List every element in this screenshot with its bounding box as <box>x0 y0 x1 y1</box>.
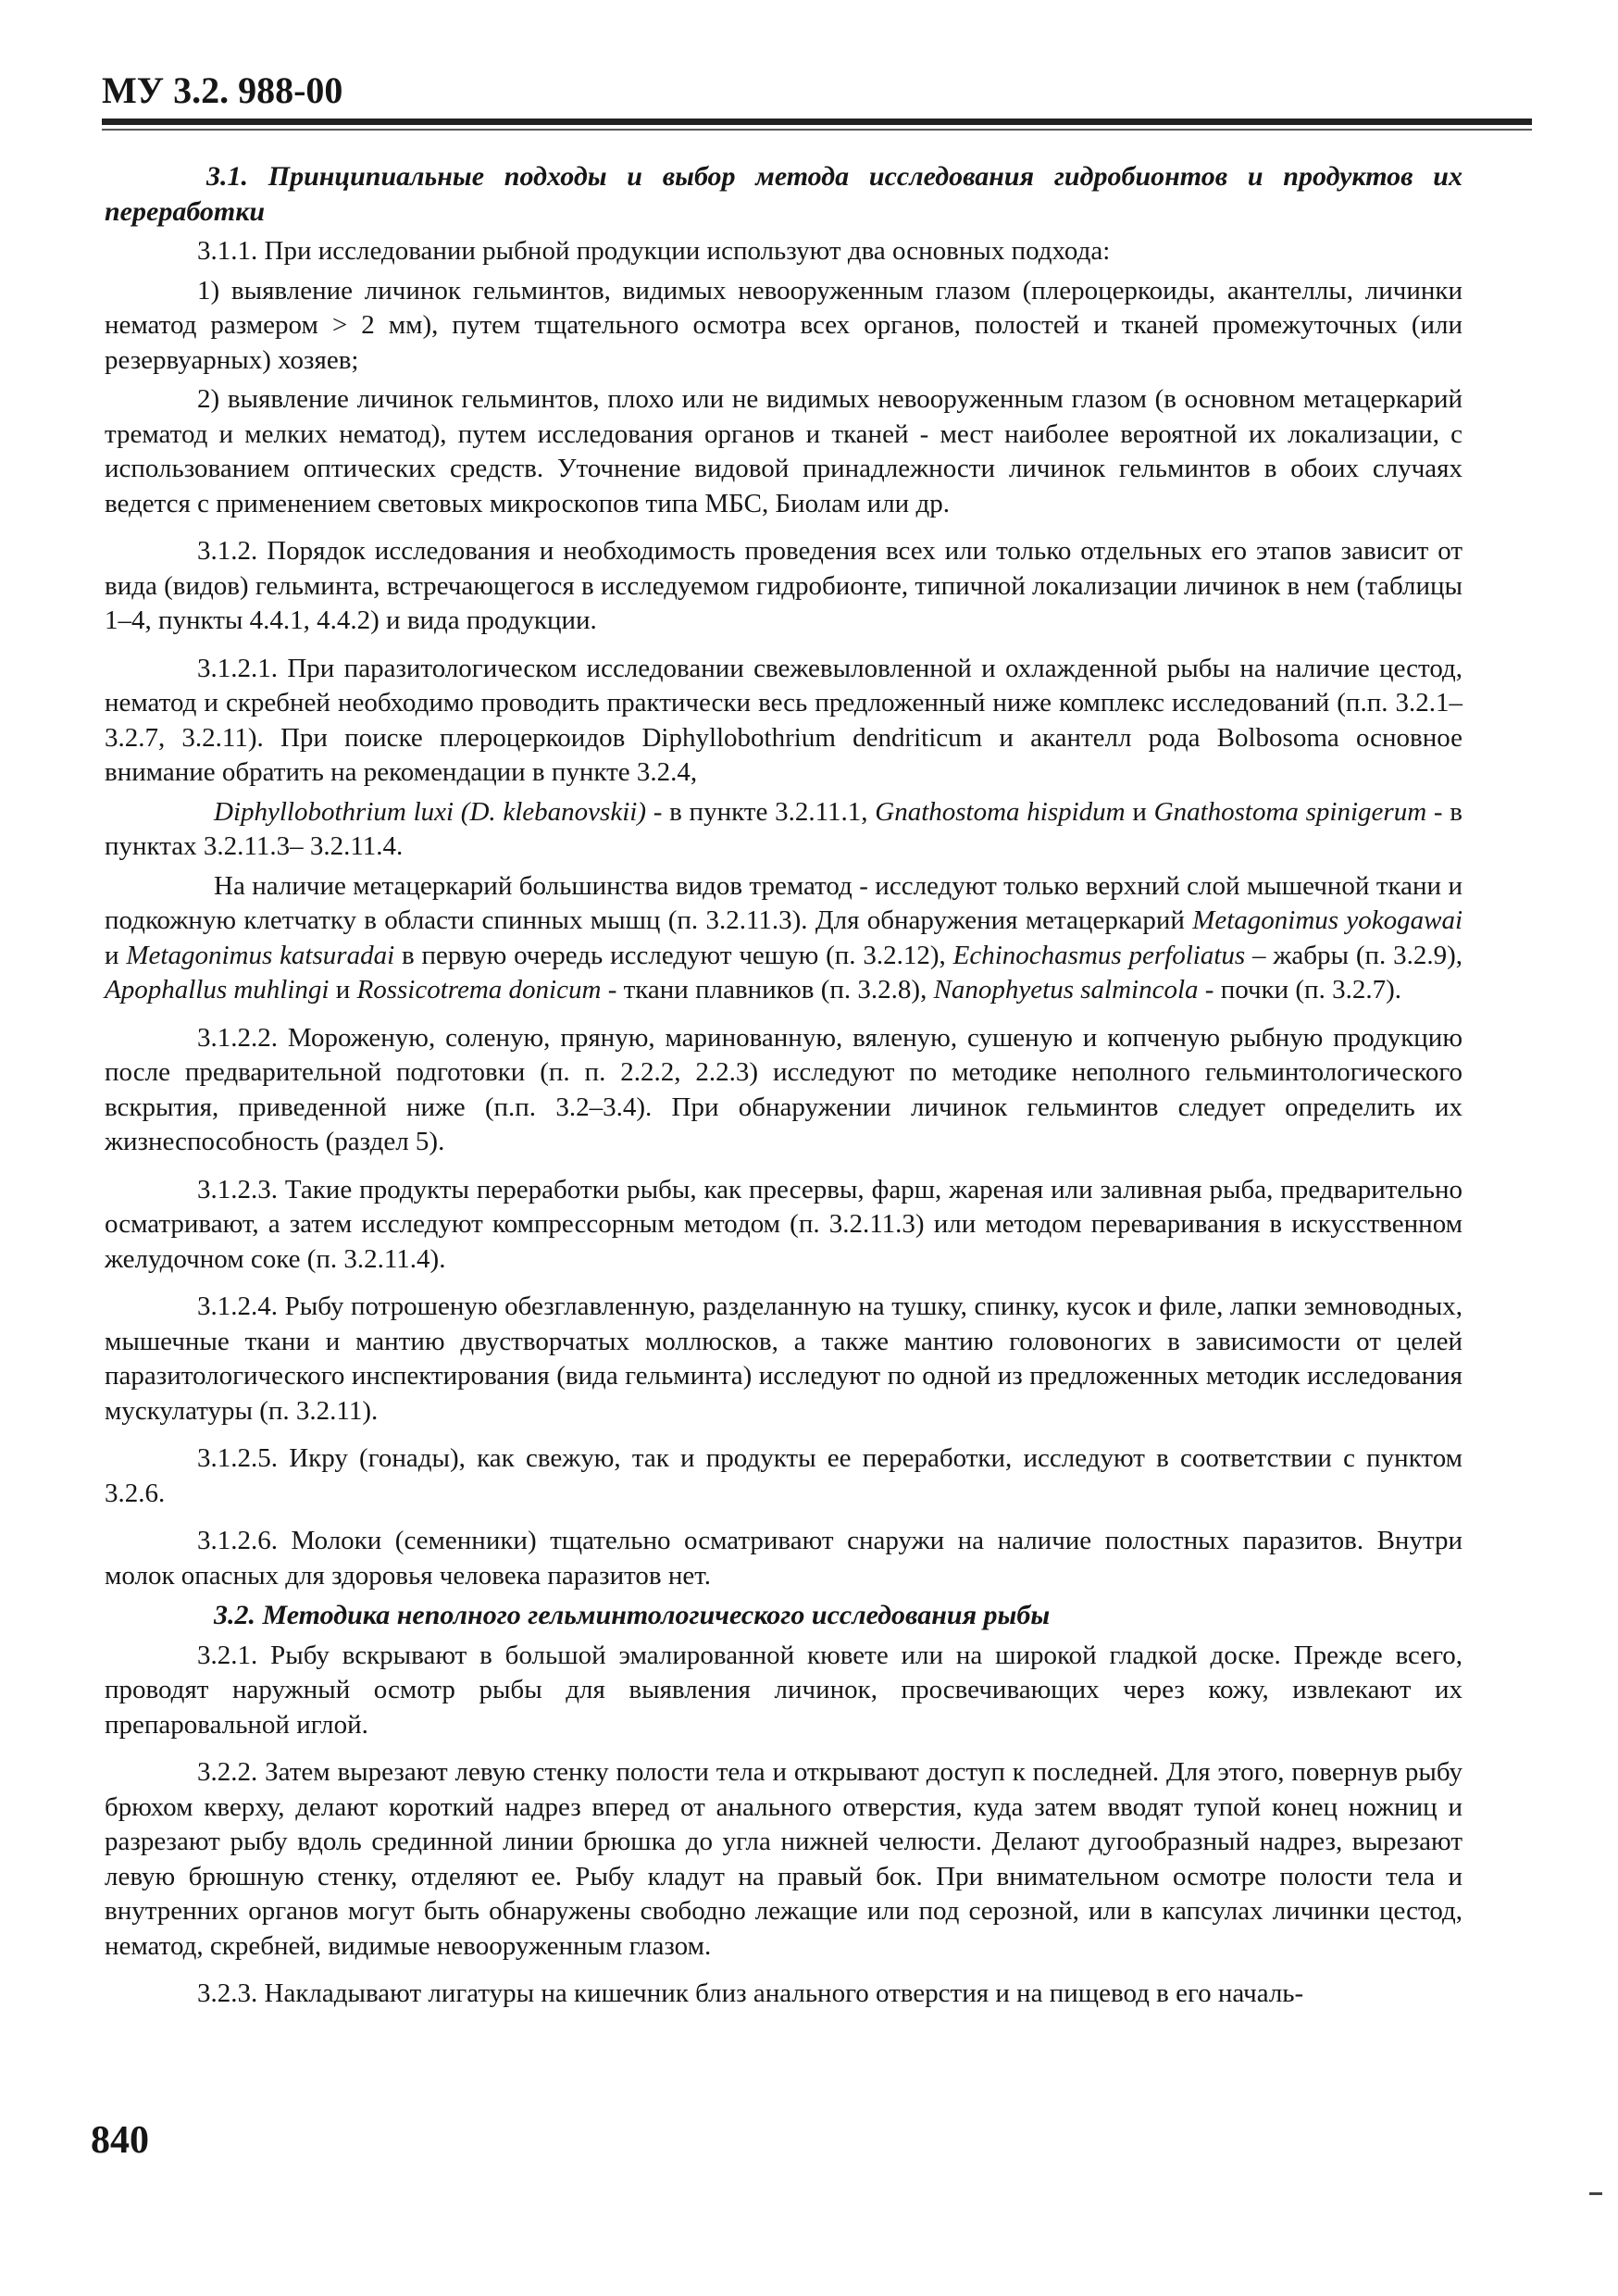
text-run: - почки (п. 3.2.7). <box>1198 975 1401 1004</box>
paragraph-3-2-3: 3.2.3. Накладывают лигатуры на кишечник близ анального отверстия и на пищевод в его началь- <box>197 1978 1304 2008</box>
paragraph-3-1-2-4: 3.1.2.4. Рыбу потрошеную обезглавленную, разделанную на тушку, спинку, кусок и филе, лапки земноводных, мышечные ткани и мантию двустворчатых моллюсков, а также мантию головоногих в зависимости от целей паразитологического инспектирования (вида гельминта) исследуют по одной из предложенных методик исследования мускулатуры (п. 3.2.11). <box>105 1292 1462 1426</box>
section-3-2-heading: 3.2. Методика неполного гельминтологического исследования рыбы <box>214 1600 1051 1630</box>
text-run: - в пунктах 3.2.11.3– 3.2.11.4. <box>105 796 1462 861</box>
paragraph-3-1-2-2: 3.1.2.2. Мороженую, соленую, пряную, маринованную, вяленую, сушеную и копченую рыбную продукцию после предварительной подготовки (п. п. 2.2.2, 2.2.3) исследуют по методике неполного гельминтологического вскрытия, приведенной ниже (п.п. 3.2–3.4). При обнаружении личинок гельминтов следует определить их жизнеспособность (раздел 5). <box>105 1022 1462 1156</box>
text-run: и <box>329 975 357 1004</box>
paragraph-3-1-2: 3.1.2. Порядок исследования и необходимость проведения всех или только отдельных его этапов зависит от вида (видов) гельминта, встречающегося в исследуемом гидробионте, типичной локализации личинок в нем (таблицы 1–4, пункты 4.4.1, 4.4.2) и вида продукции. <box>105 536 1462 635</box>
species-name: Gnathostoma hispidum <box>875 796 1126 827</box>
paragraph-3-1-2-1-continued <box>105 795 1462 865</box>
text-run: - ткани плавников (п. 3.2.8), <box>601 975 934 1004</box>
paragraph-metacercariae <box>105 869 1462 1008</box>
text-run: – жабры (п. 3.2.9), <box>1245 940 1462 970</box>
header-rule-thick <box>102 119 1532 125</box>
text-run: и <box>1125 796 1154 827</box>
species-name: Metagonimus yokogawai <box>1192 905 1462 935</box>
text-run: в первую очередь исследуют чешую (п. 3.2.12), <box>394 940 953 970</box>
species-name: Echinochasmus perfoliatus <box>952 940 1246 970</box>
margin-mark <box>1589 2192 1602 2195</box>
species-name: Nanophyetus salmincola <box>933 975 1199 1004</box>
species-name: Metagonimus katsuradai <box>126 940 395 970</box>
text-run: На наличие метацеркарий большинства видов трематод - исследуют только верхний слой мышечной ткани и подкожную клетчатку в области спинных мышц (п. 3.2.11.3). Для обнаружения метацеркарий <box>105 870 1462 935</box>
paragraph-3-2-2: 3.2.2. Затем вырезают левую стенку полости тела и открывают доступ к последней. Для этого, повернув рыбу брюхом кверху, делают короткий надрез вперед от анального отверстия, куда затем вводят тупой конец ножниц и разрезают рыбу вдоль срединной линии брюшка до угла нижней челюсти. Делают дугообразный надрез, вырезают левую брюшную стенку, отделяют ее. Рыбу кладут на правый бок. При внимательном осмотре полости тела и внутренних органов могут быть обнаружены свободно лежащие или под серозной, или в капсулах личинки цестод, нематод, скребней, видимые невооруженным глазом. <box>105 1757 1462 1961</box>
text-run: и <box>105 940 127 970</box>
species-name: Gnathostoma spinigerum <box>1153 796 1427 827</box>
paragraph-3-1-2-3: 3.1.2.3. Такие продукты переработки рыбы, как пресервы, фарш, жареная или заливная рыба, предварительно осматривают, а затем исследуют компрессорным методом (п. 3.2.11.3) или методом переваривания в искусственном желудочном соке (п. 3.2.11.4). <box>105 1174 1462 1274</box>
header-rule-thin <box>102 129 1532 131</box>
species-name: Rossicotrema donicum <box>356 975 602 1004</box>
paragraph-3-1-2-6: 3.1.2.6. Молоки (семенники) тщательно осматривают снаружи на наличие полостных паразитов. Внутри молок опасных для здоровья человека паразитов нет. <box>105 1526 1462 1591</box>
species-name: Apophallus muhlingi <box>105 975 330 1004</box>
document-code-header: МУ 3.2. 988-00 <box>102 69 343 111</box>
paragraph-3-1-1: 3.1.1. При исследовании рыбной продукции используют два основных подхода: <box>197 236 1111 266</box>
section-3-1-heading: 3.1. Принципиальные подходы и выбор метода исследования гидробионтов и продуктов их переработки <box>105 161 1462 227</box>
list-item-1: 1) выявление личинок гельминтов, видимых невооруженным глазом (плероцеркоиды, акантеллы, личинки нематод размером > 2 мм), путем тщательного осмотра всех органов, полостей и тканей промежуточных (или резервуарных) хозяев; <box>105 275 1462 375</box>
paragraph-3-1-2-5: 3.1.2.5. Икру (гонады), как свежую, так и продукты ее переработки, исследуют в соответствии с пунктом 3.2.6. <box>105 1443 1462 1508</box>
document-body <box>105 157 1462 2016</box>
list-item-2: 2) выявление личинок гельминтов, плохо или не видимых невооруженным глазом (в основном метацеркарий трематод и мелких нематод), путем исследования органов и тканей - мест наиболее вероятной их локализации, с использованием оптических средств. Уточнение видовой принадлежности личинок гельминтов в обоих случаях ведется с применением световых микроскопов типа МБС, Биолам или др. <box>105 384 1462 518</box>
page-number: 840 <box>91 2119 149 2162</box>
paragraph-3-1-2-1: 3.1.2.1. При паразитологическом исследовании свежевыловленной и охлажденной рыбы на наличие цестод, нематод и скребней необходимо проводить практически весь предложенный ниже комплекс исследований (п.п. 3.2.1–3.2.7, 3.2.11). При поиске плероцеркоидов Diphyllobothrium dendriticum и акантелл рода Bolbosoma основное внимание обратить на рекомендации в пункте 3.2.4, <box>105 653 1462 787</box>
species-name: Diphyllobothrium luxi (D. klebanovskii) <box>214 796 646 827</box>
text-run: - в пункте 3.2.11.1, <box>645 796 876 827</box>
paragraph-3-2-1: 3.2.1. Рыбу вскрывают в большой эмалированной кювете или на широкой гладкой доске. Прежде всего, проводят наружный осмотр рыбы для выявления личинок, просвечивающих через кожу, извлекают их препаровальной иглой. <box>105 1640 1462 1740</box>
